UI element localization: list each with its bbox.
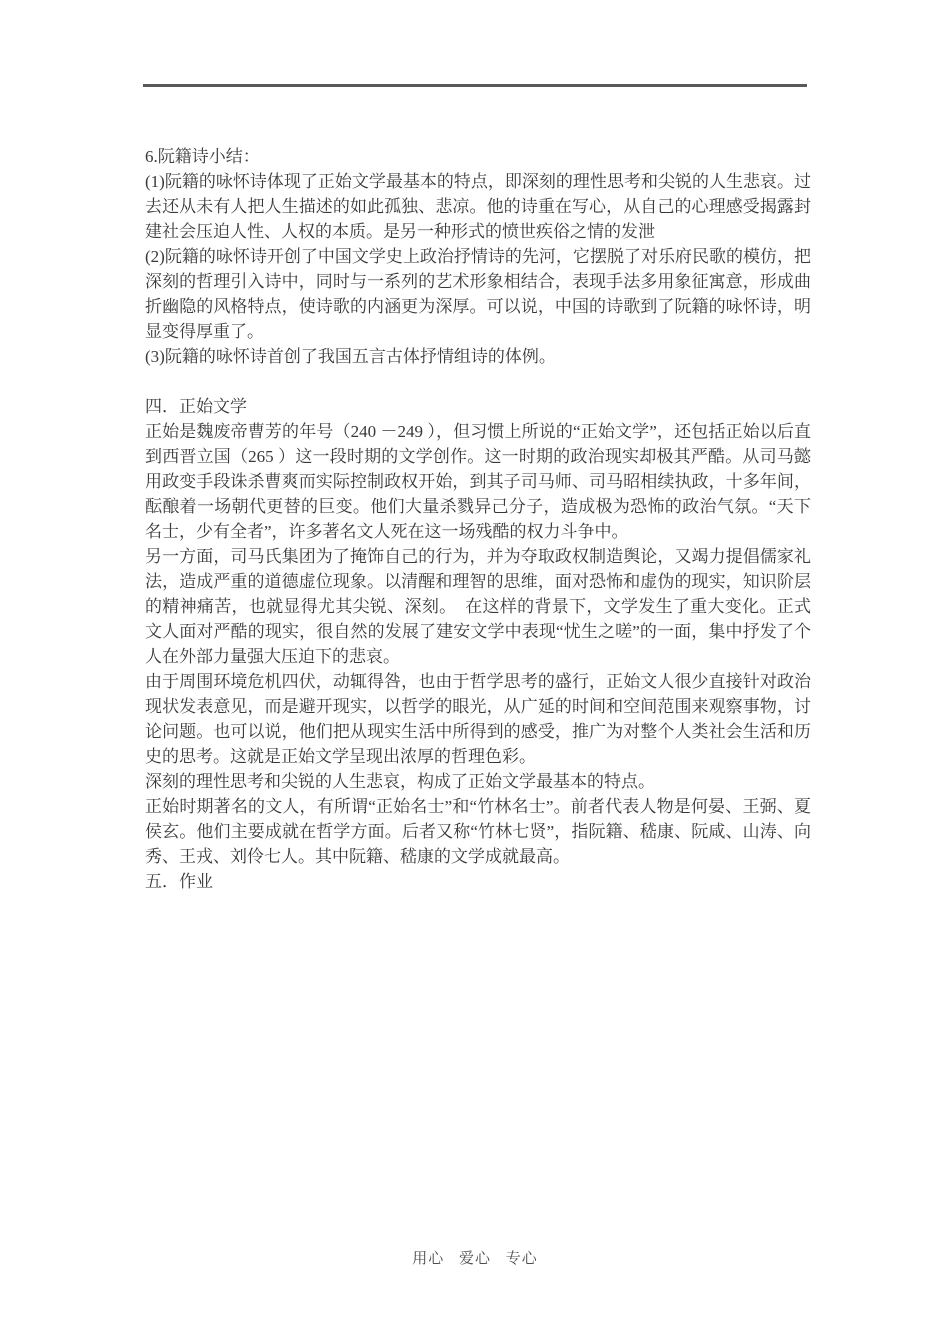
paragraph-basic-traits: 深刻的理性思考和尖锐的人生悲哀，构成了正始文学最基本的特点。 [145,772,655,791]
document-body [145,144,811,894]
section-heading-zhengshi-literature: 四．正始文学 [145,397,247,416]
header-rule [143,84,807,87]
section-heading-ruanji-summary: 6.阮籍诗小结： [145,147,260,166]
footer-motto: 用心 爱心 专心 [412,1251,538,1267]
section-heading-homework: 五．作业 [145,872,213,891]
paragraph-zhengshi-era: 正始是魏废帝曹芳的年号（240 －249 ），但习惯上所说的“正始文学”，还包括正始以后直到西晋立国（265 ）这一段时期的文学创作。这一时期的政治现实却极其严酷。从司马懿用政变手段诛杀曹爽而实际控制政权开始，到其子司马师、司马昭相续执政，十多年间，酝酿着一场朝代更替的巨变。他们大量杀戮异己分子，造成极为恐怖的政治气氛。“天下名士，少有全者”，许多著名文人死在这一场残酷的权力斗争中。 [145,422,811,541]
paragraph-famous-literati: 正始时期著名的文人，有所谓“正始名士”和“竹林名士”。前者代表人物是何晏、王弼、夏侯玄。他们主要成就在哲学方面。后者又称“竹林七贤”，指阮籍、嵇康、阮咸、山涛、向秀、王戎、刘伶七人。其中阮籍、嵇康的文学成就最高。 [145,797,811,866]
paragraph-ruanji-point2: (2)阮籍的咏怀诗开创了中国文学史上政治抒情诗的先河，它摆脱了对乐府民歌的模仿，把深刻的哲理引入诗中，同时与一系列的艺术形象相结合，表现手法多用象征寓意，形成曲折幽隐的风格特点，使诗歌的内涵更为深厚。可以说，中国的诗歌到了阮籍的咏怀诗，明显变得厚重了。 [145,247,811,341]
paragraph-philosophical-color: 由于周围环境危机四伏，动辄得咎，也由于哲学思考的盛行，正始文人很少直接针对政治现状发表意见，而是避开现实，以哲学的眼光，从广延的时间和空间范围来观察事物，讨论问题。也可以说，他们把从现实生活中所得到的感受，推广为对整个人类社会生活和历史的思考。这就是正始文学呈现出浓厚的哲理色彩。 [145,672,811,766]
paragraph-sima-clan: 另一方面，司马氏集团为了掩饰自己的行为，并为夺取政权制造舆论，又竭力提倡儒家礼法，造成严重的道德虚位现象。以清醒和理智的思维，面对恐怖和虚伪的现实，知识阶层的精神痛苦，也就显得尤其尖锐、深刻。 在这样的背景下，文学发生了重大变化。正式文人面对严酷的现实，很自然的发展了建安文学中表现“忧生之嗟”的一面，集中抒发了个人在外部力量强大压迫下的悲哀。 [145,547,811,666]
paragraph-ruanji-point3: (3)阮籍的咏怀诗首创了我国五言古体抒情组诗的体例。 [145,347,556,366]
paragraph-gap [145,369,811,394]
paragraph-ruanji-point1: (1)阮籍的咏怀诗体现了正始文学最基本的特点，即深刻的理性思考和尖锐的人生悲哀。过去还从未有人把人生描述的如此孤独、悲凉。他的诗重在写心，从自己的心理感受揭露封建社会压迫人性、人权的本质。是另一种形式的愤世疾俗之情的发泄 [145,172,811,241]
